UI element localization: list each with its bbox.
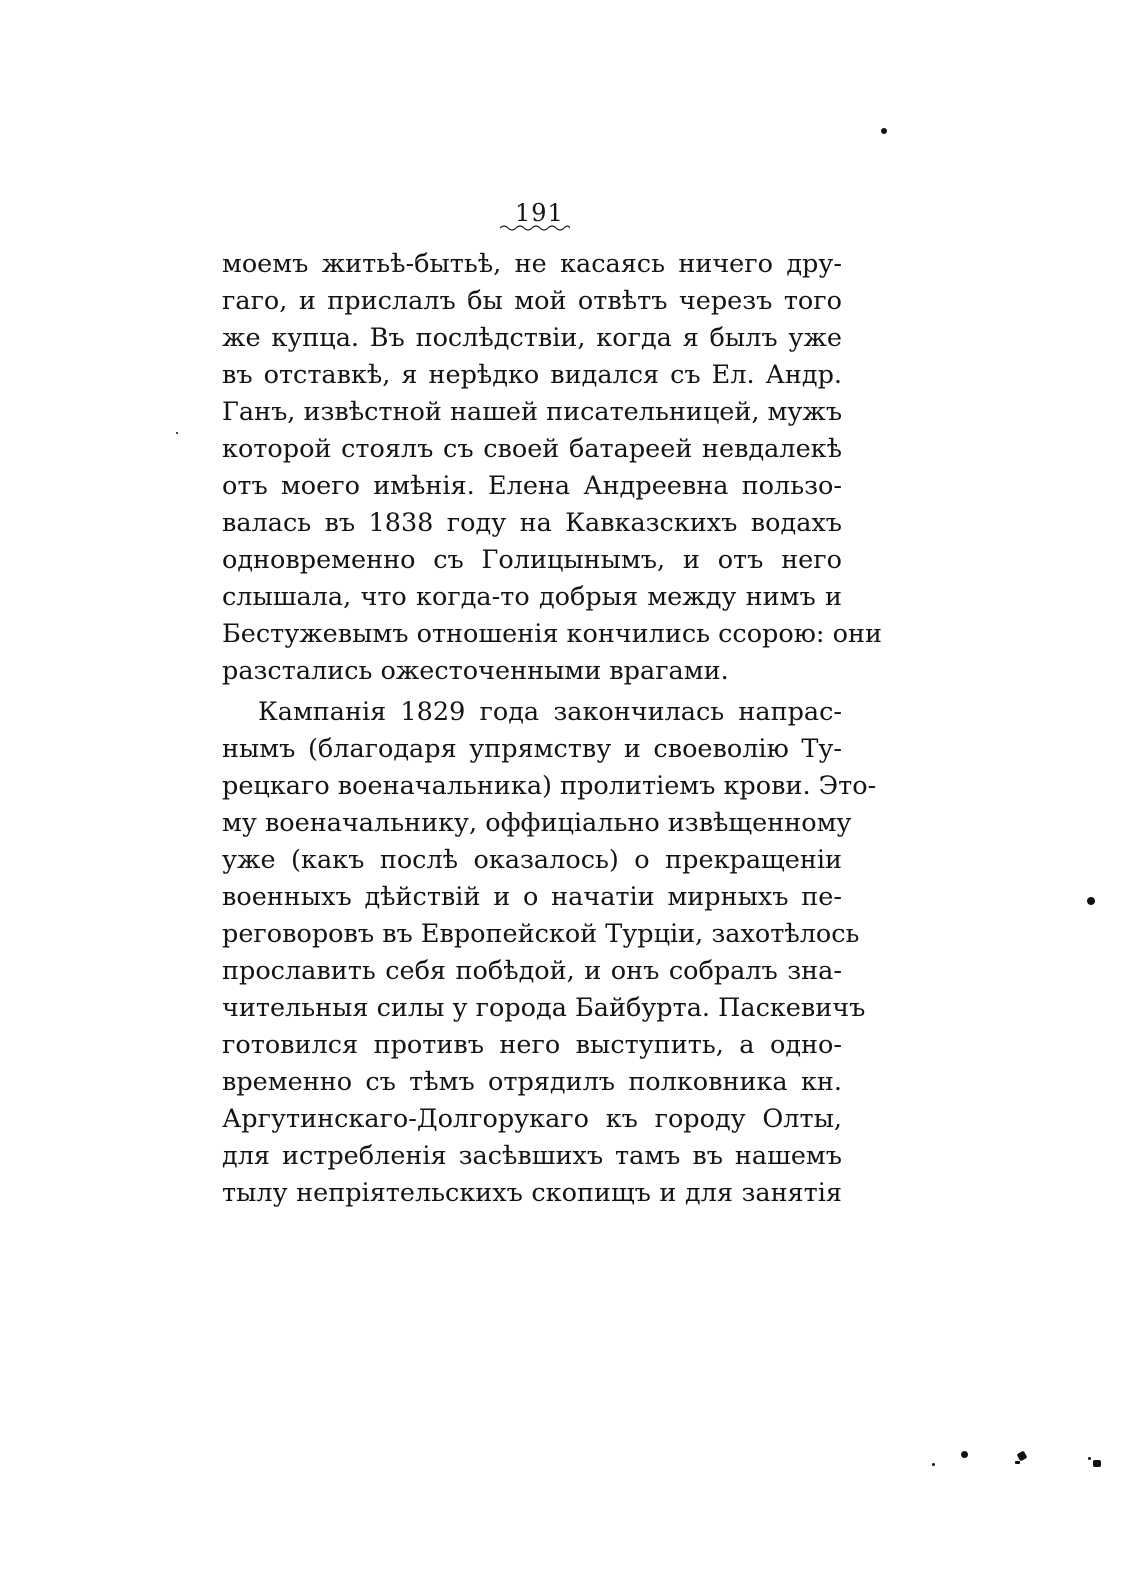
text-line: Бестужевымъ отношенія кончились ссорою: они — [222, 619, 882, 649]
text-line: же купца. Въ послѣдствіи, когда я былъ уже — [222, 323, 842, 353]
scan-speck — [1015, 1461, 1020, 1464]
paragraph-1 — [222, 246, 882, 690]
scan-speck — [961, 1451, 968, 1458]
text-line: въ отставкѣ, я нерѣдко видался съ Ел. Андр. — [222, 360, 842, 390]
text-line: одновременно съ Голицынымъ, и отъ него — [222, 545, 842, 575]
text-line: тылу непріятельскихъ скопищъ и для занятія — [222, 1178, 842, 1208]
text-line: готовился противъ него выступить, а одно- — [222, 1030, 842, 1060]
text-line: временно съ тѣмъ отрядилъ полковника кн. — [222, 1067, 842, 1097]
text-line: которой стоялъ съ своей батареей невдалекѣ — [222, 434, 842, 464]
text-line: Ганъ, извѣстной нашей писательницей, мужъ — [222, 397, 843, 427]
scan-speck — [1087, 897, 1095, 905]
text-line: му военачальнику, оффиціально извѣщенному — [222, 808, 852, 838]
text-line: уже (какъ послѣ оказалось) о прекращеніи — [222, 845, 842, 875]
text-line: прославить себя побѣдой, и онъ собралъ зна- — [222, 956, 842, 986]
scan-speck — [881, 128, 887, 134]
text-line: Аргутинскаго-Долгорукаго къ городу Олты, — [222, 1104, 842, 1134]
text-line: военныхъ дѣйствій и о начатіи мирныхъ пе- — [222, 882, 842, 912]
body-text — [222, 246, 882, 1212]
scan-speck — [1093, 1460, 1101, 1467]
scan-speck — [1088, 1457, 1091, 1460]
text-line: нымъ (благодаря упрямству и своеволію Ту- — [222, 734, 842, 764]
page-number: 191 — [515, 199, 564, 227]
scan-speck — [1017, 1451, 1028, 1462]
paragraph-2 — [222, 694, 877, 1212]
text-line: валась въ 1838 году на Кавказскихъ водахъ — [222, 508, 842, 538]
text-line: Кампанія 1829 года закончилась напрас- — [258, 697, 842, 727]
scan-speck — [176, 432, 178, 434]
text-line: для истребленія засѣвшихъ тамъ въ нашемъ — [222, 1141, 842, 1171]
text-line: отъ моего имѣнія. Елена Андреевна пользо- — [222, 471, 842, 501]
text-line: разстались ожесточенными врагами. — [222, 656, 729, 686]
text-line: рецкаго военачальника) пролитіемъ крови. Это- — [222, 771, 877, 801]
page-number-ornament — [500, 224, 570, 232]
text-line: реговоровъ въ Европейской Турціи, захотѣлось — [222, 919, 860, 949]
text-line: слышала, что когда-то добрыя между нимъ и — [222, 582, 842, 612]
text-line: моемъ житьѣ-бытьѣ, не касаясь ничего дру- — [222, 249, 842, 279]
scan-speck — [932, 1463, 935, 1466]
text-line: гаго, и прислалъ бы мой отвѣтъ черезъ того — [222, 286, 842, 316]
text-line: чительныя силы у города Байбурта. Паскевичъ — [222, 993, 866, 1023]
